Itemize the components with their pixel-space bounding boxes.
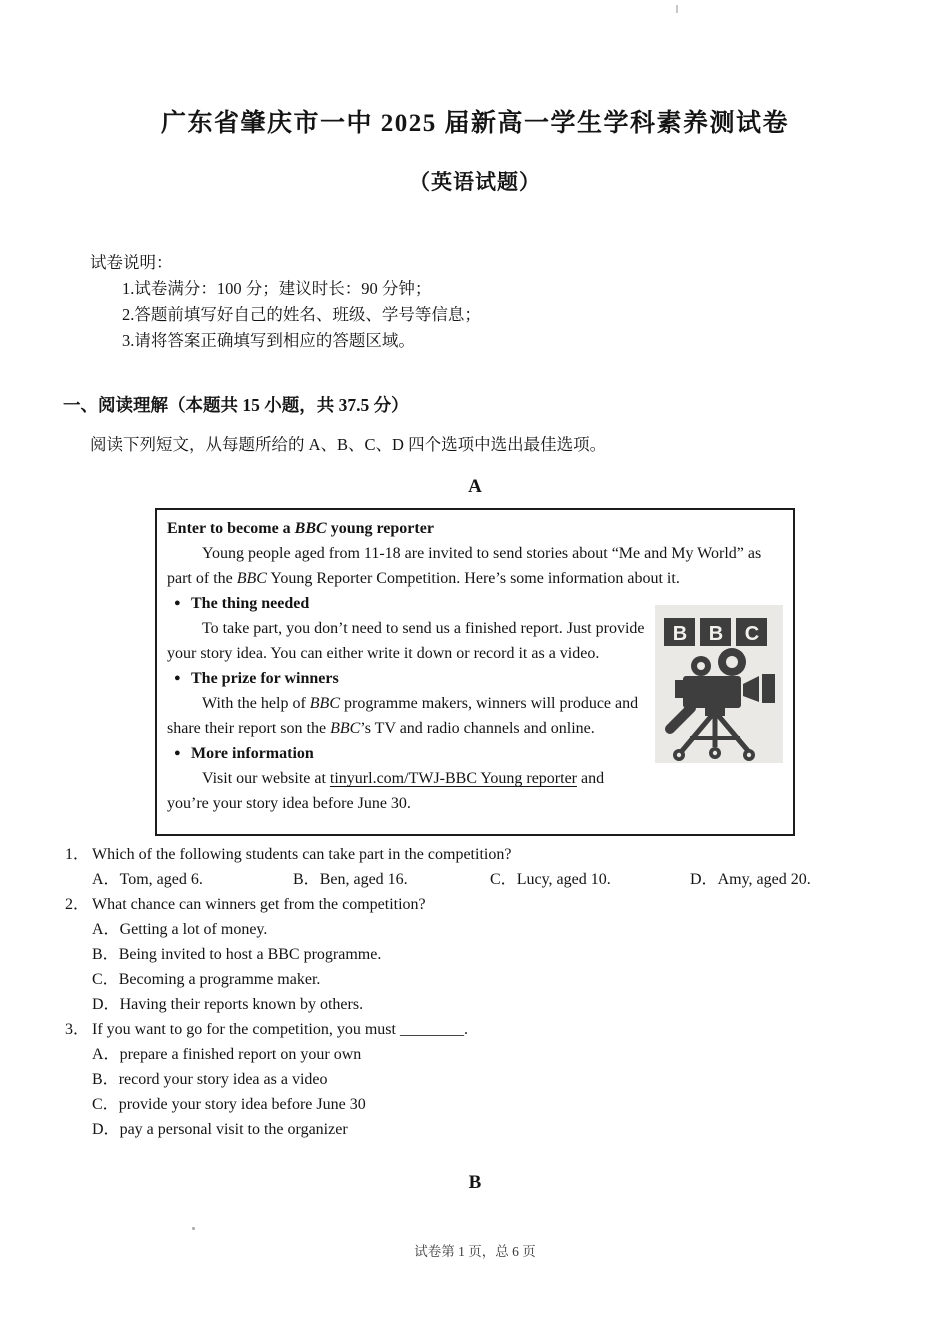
option-label: A． [92,921,120,938]
option-text: record your story idea as a video [118,1071,328,1088]
passage-intro [167,541,783,591]
bullet-body [167,766,783,816]
option-label: C． [92,971,119,988]
question-text: Which of the following students can take part in the competition? [92,846,512,863]
exam-notes [90,250,950,354]
question-text: If you want to go for the competition, you must ________. [92,1021,468,1038]
option-label: B． [92,946,119,963]
option-d [92,992,950,1017]
option-a [92,1042,950,1067]
bbc-letter: B [672,623,688,645]
body-bbc: BBC [309,695,340,712]
passage-b-label: B [468,1172,482,1193]
passage-box [155,508,795,836]
option-label: A． [92,1046,120,1063]
option-label: C． [92,1096,119,1113]
bullet-body: To take part, you don’t need to send us a finished report. Just provide your story idea. You can either write it down or record it as a video. [167,620,645,662]
note-line: 2.答题前填写好自己的姓名、班级、学号等信息； [122,305,481,324]
body-text: and you’re your story idea before June 30. [167,770,605,812]
bullet-dot-icon: ● [174,747,181,759]
intro-bbc: BBC [236,570,267,587]
page-subtitle: （英语试题） [409,170,541,194]
scan-artifact [676,5,678,13]
bullet-dot-icon: ● [174,672,181,684]
question-text: What chance can winners get from the competition? [92,896,426,913]
body-text: ’s TV and radio channels and online. [360,720,595,737]
option-label: D． [690,871,718,888]
option-a [92,917,950,942]
option-d [92,1117,950,1142]
option-c [92,1092,950,1117]
option-text: Having their reports known by others. [119,996,364,1013]
option-label: A． [92,871,120,888]
option-d [690,867,811,892]
question-number: 2． [65,896,90,913]
website-link[interactable]: tinyurl.com/TWJ-BBC Young reporter [329,770,577,787]
intro-text: Young Reporter Competition. Here’s some information about it. [266,570,680,587]
option-b [92,1067,950,1092]
option-c [490,867,690,892]
question-number: 3． [65,1021,90,1038]
section-instruction: 阅读下列短文，从每题所给的 A、B、C、D 四个选项中选出最佳选项。 [90,435,607,454]
bbc-letter: B [708,623,724,645]
bullet-title: The prize for winners [191,670,339,687]
option-text: Becoming a programme maker. [118,971,321,988]
question-line [65,892,950,917]
option-label: C． [490,871,517,888]
bbc-letter: C [744,623,760,645]
body-text: programme makers, winners will produce and share their report son the [167,695,639,737]
option-text: prepare a finished report on your own [119,1046,362,1063]
passage-title-text: Enter to become a [167,520,295,537]
section-heading: 一、阅读理解（本题共 15 小题，共 37.5 分） [63,395,409,415]
notes-header: 试卷说明： [90,253,173,272]
page-title: 广东省肇庆市一中 2025 届新高一学生学科素养测试卷 [160,110,789,137]
option-text: Ben, aged 16. [319,871,408,888]
scan-artifact [192,1227,195,1230]
question-number: 1． [65,846,90,863]
bullet-title: The thing needed [191,595,310,612]
option-text: Lucy, aged 10. [516,871,611,888]
option-text: provide your story idea before June 30 [118,1096,366,1113]
option-label: B． [293,871,320,888]
question-2 [65,892,950,1017]
page-footer: 试卷第 1 页，总 6 页 [414,1244,536,1259]
intro-text: Young people aged from 11-18 are invited to send stories about “Me and My World” as part of the [167,545,762,587]
body-text: Visit our website at [202,770,330,787]
option-text: Tom, aged 6. [119,871,203,888]
option-label: D． [92,1121,120,1138]
option-b [92,942,950,967]
option-c [92,967,950,992]
bbc-film-camera-icon [655,605,783,763]
body-bbc: BBC [330,720,361,737]
note-line: 3.请将答案正确填写到相应的答题区域。 [122,331,415,350]
question-1 [65,842,950,892]
option-label: B． [92,1071,119,1088]
option-text: Getting a lot of money. [119,921,268,938]
option-label: D． [92,996,120,1013]
option-text: pay a personal visit to the organizer [119,1121,348,1138]
option-text: Being invited to host a BBC programme. [118,946,382,963]
passage-title-text: young reporter [326,520,434,537]
question-line [65,1017,950,1042]
options-row [92,867,950,892]
question-list [65,842,950,1142]
body-text: With the help of [202,695,310,712]
question-line [65,842,950,867]
question-3 [65,1017,950,1142]
option-text: Amy, aged 20. [717,871,811,888]
note-line: 1.试卷满分：100 分；建议时长：90 分钟； [122,279,432,298]
option-a [92,867,293,892]
bullet-title: More information [191,745,314,762]
bullet-dot-icon: ● [174,597,181,609]
bbc-camera-graphic [655,605,783,763]
passage-title-bbc: BBC [294,520,327,537]
passage-a-label: A [468,476,482,497]
passage-title [167,516,783,541]
option-b [293,867,490,892]
